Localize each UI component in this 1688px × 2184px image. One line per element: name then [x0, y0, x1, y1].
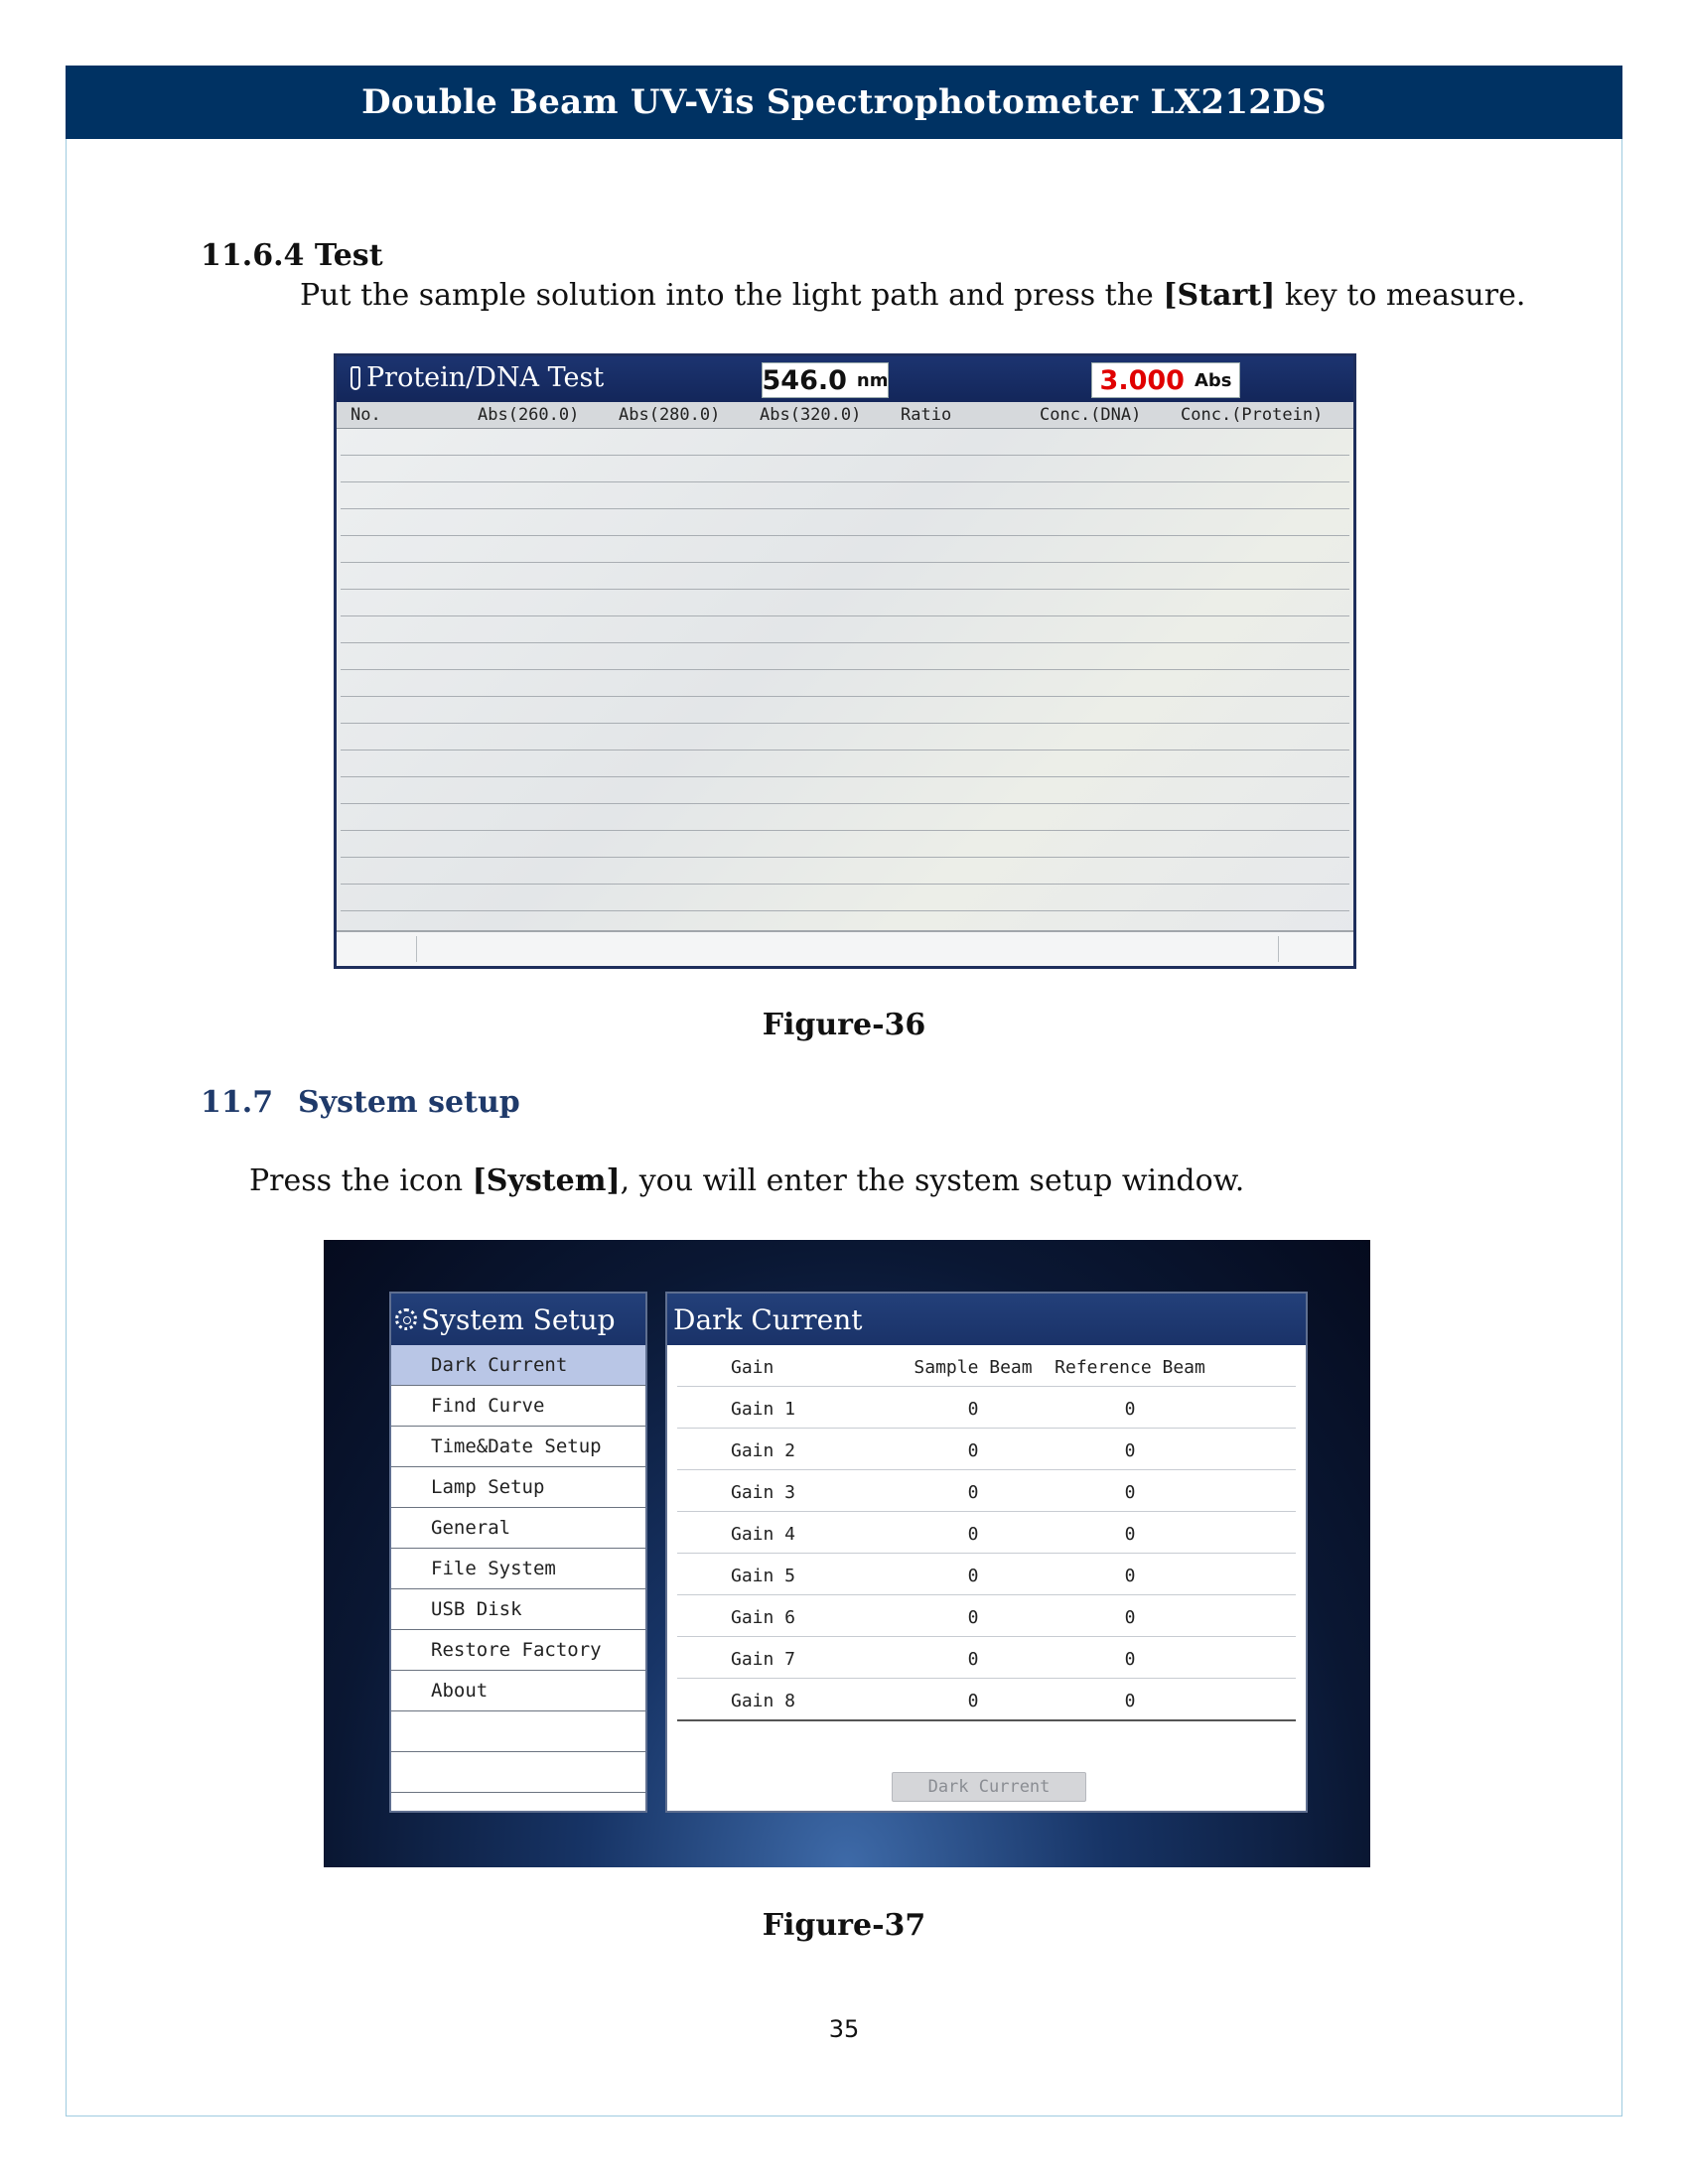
start-key-label: [Start]	[1163, 278, 1276, 313]
table-row	[341, 884, 1349, 885]
dark-current-panel	[665, 1292, 1308, 1813]
table-row	[341, 615, 1349, 616]
table-row	[341, 562, 1349, 563]
reference-beam-value: 0	[1124, 1482, 1136, 1503]
reference-beam-value: 0	[1124, 1649, 1136, 1670]
gain-label: Gain 1	[731, 1399, 796, 1420]
column-header-row	[337, 402, 1353, 429]
wavelength-unit: nm	[856, 369, 889, 391]
menu-item-about[interactable]: About	[391, 1671, 645, 1711]
table-row	[341, 669, 1349, 670]
reference-beam-value: 0	[1124, 1524, 1136, 1545]
app-title	[351, 362, 604, 393]
header-sample-beam: Sample Beam	[914, 1357, 1033, 1378]
header-gain: Gain	[731, 1357, 774, 1378]
section-title-test: 11.6.4 Test	[201, 238, 383, 273]
sample-beam-value: 0	[967, 1649, 979, 1670]
wavelength-value: 546.0	[762, 364, 847, 396]
gain-table	[677, 1345, 1296, 1721]
app-title-text: Protein/DNA Test	[366, 362, 605, 393]
figure-36-caption: Figure-36	[762, 1008, 926, 1042]
menu-item-lamp-setup[interactable]: Lamp Setup	[391, 1467, 645, 1508]
table-row	[677, 1637, 1296, 1679]
system-text-before: Press the icon	[249, 1163, 473, 1198]
status-divider	[1278, 936, 1279, 962]
table-row	[341, 803, 1349, 804]
col-header: Abs(280.0)	[619, 405, 721, 425]
test-text-after: key to measure.	[1275, 278, 1526, 313]
sample-beam-value: 0	[967, 1607, 979, 1628]
col-header: Conc.(Protein)	[1181, 405, 1324, 425]
reference-beam-value: 0	[1124, 1399, 1136, 1420]
table-row	[341, 910, 1349, 911]
sample-beam-value: 0	[967, 1524, 979, 1545]
status-divider	[416, 936, 417, 962]
system-key-label: [System]	[472, 1163, 621, 1198]
absorbance-readout	[1091, 362, 1240, 398]
test-text-before: Put the sample solution into the light path and press the	[300, 278, 1164, 313]
gain-label: Gain 2	[731, 1440, 796, 1461]
protein-dna-test-screen	[334, 353, 1356, 969]
reference-beam-value: 0	[1124, 1607, 1136, 1628]
reference-beam-value: 0	[1124, 1691, 1136, 1711]
reference-beam-value: 0	[1124, 1566, 1136, 1586]
col-header: No.	[351, 405, 381, 425]
table-row	[677, 1554, 1296, 1595]
menu-item-empty	[391, 1711, 645, 1752]
col-header: Abs(320.0)	[760, 405, 862, 425]
table-row	[677, 1387, 1296, 1429]
test-instruction	[300, 278, 1525, 313]
menu-item-dark-current[interactable]: Dark Current	[391, 1345, 645, 1386]
col-header: Conc.(DNA)	[1040, 405, 1142, 425]
menu-item-usb-disk[interactable]: USB Disk	[391, 1589, 645, 1630]
section-title: System setup	[298, 1085, 520, 1120]
table-row	[677, 1470, 1296, 1512]
table-row	[341, 535, 1349, 536]
menu-title	[391, 1294, 645, 1345]
sample-beam-value: 0	[967, 1691, 979, 1711]
section-number: 11.7	[201, 1085, 274, 1120]
wavelength-readout	[762, 362, 889, 398]
system-instruction	[249, 1163, 1244, 1198]
menu-item-time-date-setup[interactable]: Time&Date Setup	[391, 1427, 645, 1467]
section-heading-system-setup	[201, 1085, 520, 1120]
table-row	[341, 589, 1349, 590]
absorbance-unit: Abs	[1194, 369, 1232, 391]
col-header: Abs(260.0)	[478, 405, 580, 425]
table-row	[341, 642, 1349, 643]
gain-label: Gain 5	[731, 1566, 796, 1586]
table-row	[341, 776, 1349, 777]
figure-37-caption: Figure-37	[762, 1908, 926, 1943]
sample-beam-value: 0	[967, 1399, 979, 1420]
gain-label: Gain 4	[731, 1524, 796, 1545]
menu-item-file-system[interactable]: File System	[391, 1549, 645, 1589]
table-row	[677, 1512, 1296, 1554]
table-row	[341, 750, 1349, 751]
absorbance-value: 3.000	[1099, 364, 1185, 396]
table-row	[341, 508, 1349, 509]
test-tube-icon	[351, 366, 360, 390]
page-number: 35	[828, 2015, 860, 2043]
menu-item-empty	[391, 1752, 645, 1793]
table-row	[341, 857, 1349, 858]
gain-label: Gain 8	[731, 1691, 796, 1711]
table-row	[341, 830, 1349, 831]
reference-beam-value: 0	[1124, 1440, 1136, 1461]
sample-beam-value: 0	[967, 1566, 979, 1586]
system-text-after: , you will enter the system setup window.	[620, 1163, 1245, 1198]
status-bar	[337, 930, 1353, 966]
table-row	[677, 1429, 1296, 1470]
dark-current-button[interactable]: Dark Current	[892, 1772, 1086, 1802]
gear-icon	[395, 1308, 417, 1330]
menu-title-text: System Setup	[421, 1302, 616, 1336]
gain-label: Gain 3	[731, 1482, 796, 1503]
header-reference-beam: Reference Beam	[1055, 1357, 1205, 1378]
system-setup-screen	[324, 1240, 1370, 1867]
menu-item-restore-factory[interactable]: Restore Factory	[391, 1630, 645, 1671]
menu-item-general[interactable]: General	[391, 1508, 645, 1549]
menu-item-find-curve[interactable]: Find Curve	[391, 1386, 645, 1427]
table-header-row	[677, 1345, 1296, 1387]
header-title: Double Beam UV-Vis Spectrophotometer LX212DS	[361, 82, 1327, 122]
table-row	[341, 455, 1349, 456]
table-row	[341, 481, 1349, 482]
setup-menu-panel	[389, 1292, 647, 1813]
gain-label: Gain 7	[731, 1649, 796, 1670]
panel-title: Dark Current	[667, 1294, 1306, 1345]
table-row	[341, 696, 1349, 697]
table-row	[677, 1595, 1296, 1637]
gain-label: Gain 6	[731, 1607, 796, 1628]
screen-titlebar	[337, 356, 1353, 402]
sample-beam-value: 0	[967, 1440, 979, 1461]
table-row	[341, 723, 1349, 724]
table-row	[677, 1679, 1296, 1721]
col-header: Ratio	[901, 405, 952, 425]
header-bar	[66, 66, 1622, 139]
sample-beam-value: 0	[967, 1482, 979, 1503]
